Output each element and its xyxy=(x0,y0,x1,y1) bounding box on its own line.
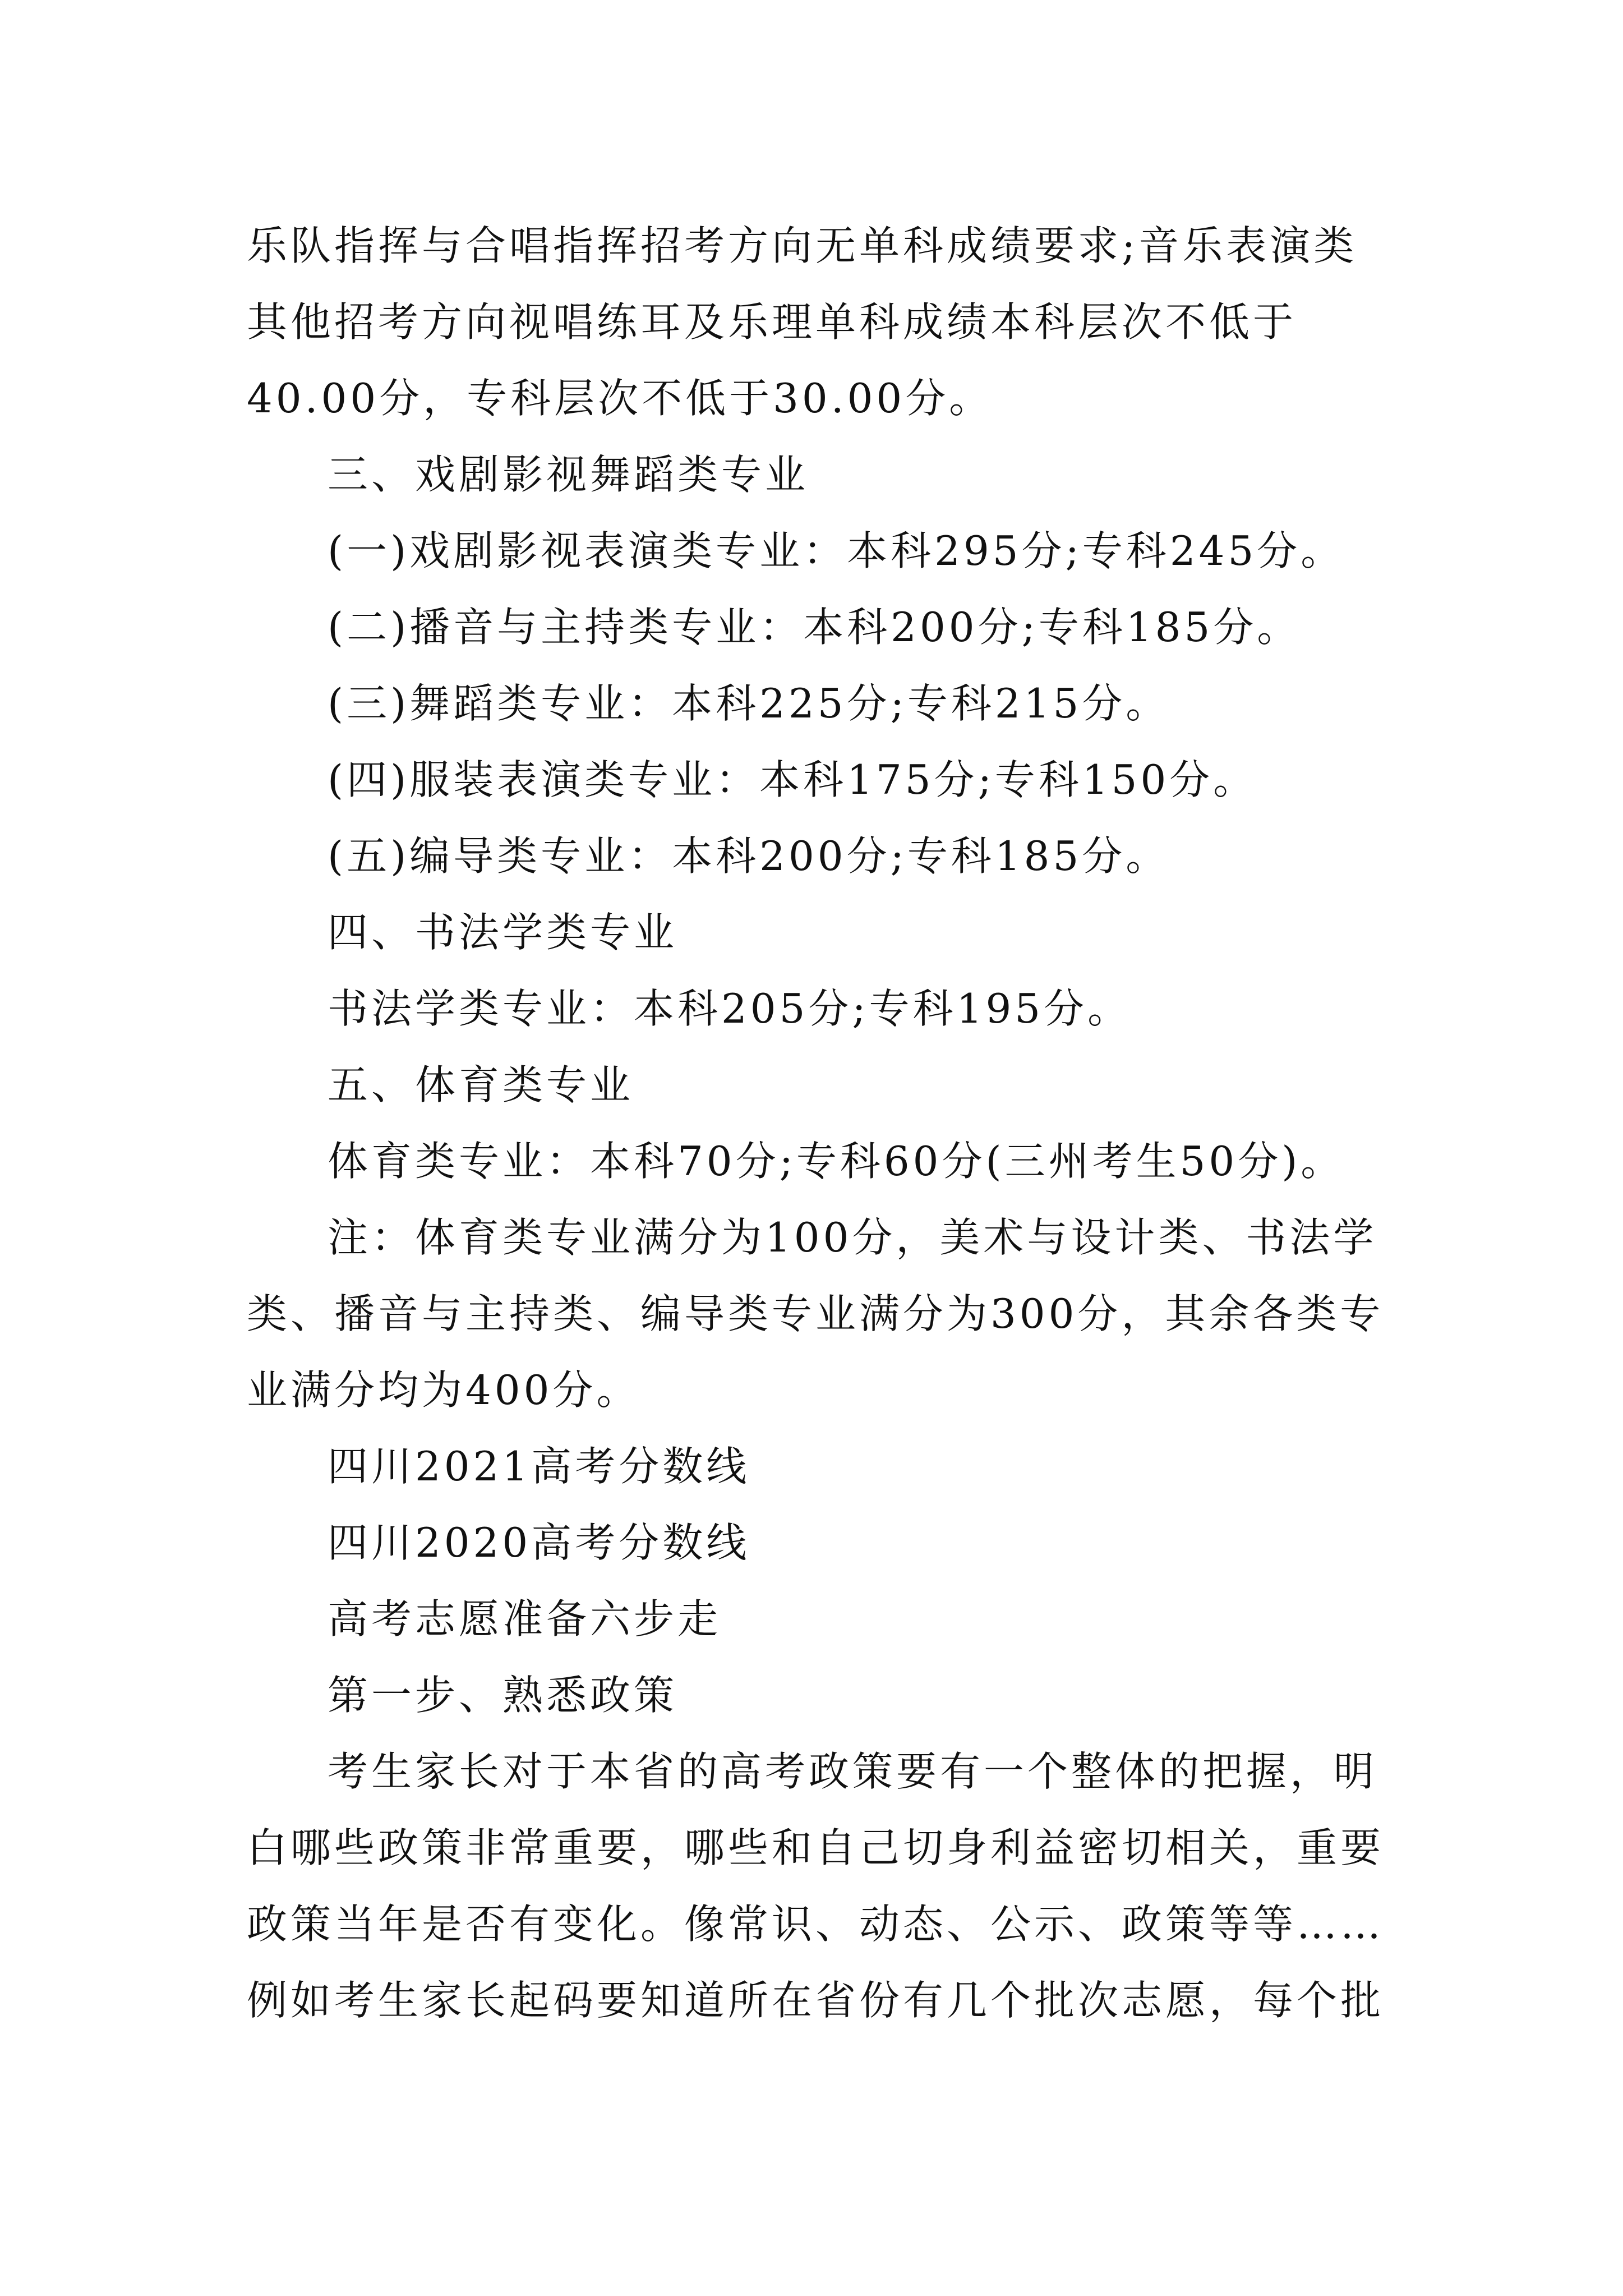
note-line: 类、播音与主持类、编导类专业满分为300分，其余各类专 xyxy=(247,1290,1384,1337)
paragraph-line: (五)编导类专业：本科200分;专科185分。 xyxy=(328,832,1170,880)
paragraph-line: 其他招考方向视唱练耳及乐理单科成绩本科层次不低于 xyxy=(247,298,1297,346)
paragraph-line: (二)播音与主持类专业：本科200分;专科185分。 xyxy=(328,604,1301,651)
paragraph-line: 政策当年是否有变化。像常识、动态、公示、政策等等…… xyxy=(247,1901,1385,1948)
paragraph-line: 考生家长对于本省的高考政策要有一个整体的把握，明 xyxy=(328,1748,1378,1795)
paragraph-line: (三)舞蹈类专业：本科225分;专科215分。 xyxy=(328,680,1170,727)
paragraph-line: 白哪些政策非常重要，哪些和自己切身利益密切相关，重要 xyxy=(247,1824,1385,1871)
section-heading: 第一步、熟悉政策 xyxy=(328,1672,678,1719)
section-heading: 三、戏剧影视舞蹈类专业 xyxy=(328,451,809,498)
section-heading: 高考志愿准备六步走 xyxy=(328,1595,722,1642)
paragraph-line: (一)戏剧影视表演类专业：本科295分;专科245分。 xyxy=(328,527,1345,574)
paragraph-line: 书法学类专业：本科205分;专科195分。 xyxy=(328,985,1132,1032)
paragraph-line: 40.00分，专科层次不低于30.00分。 xyxy=(247,375,993,422)
link-text: 四川2021高考分数线 xyxy=(328,1443,750,1490)
section-heading: 四、书法学类专业 xyxy=(328,909,678,956)
section-heading: 五、体育类专业 xyxy=(328,1061,634,1108)
note-line: 业满分均为400分。 xyxy=(247,1366,640,1414)
link-text: 四川2020高考分数线 xyxy=(328,1519,750,1566)
document-body xyxy=(247,208,1385,2039)
paragraph-line: (四)服装表演类专业：本科175分;专科150分。 xyxy=(328,756,1257,803)
note-line: 注：体育类专业满分为100分，美术与设计类、书法学 xyxy=(328,1214,1377,1261)
paragraph-line: 体育类专业：本科70分;专科60分(三州考生50分)。 xyxy=(328,1138,1345,1185)
paragraph-line: 乐队指挥与合唱指挥招考方向无单科成绩要求;音乐表演类 xyxy=(247,222,1358,269)
paragraph-line: 例如考生家长起码要知道所在省份有几个批次志愿，每个批 xyxy=(247,1977,1385,2024)
